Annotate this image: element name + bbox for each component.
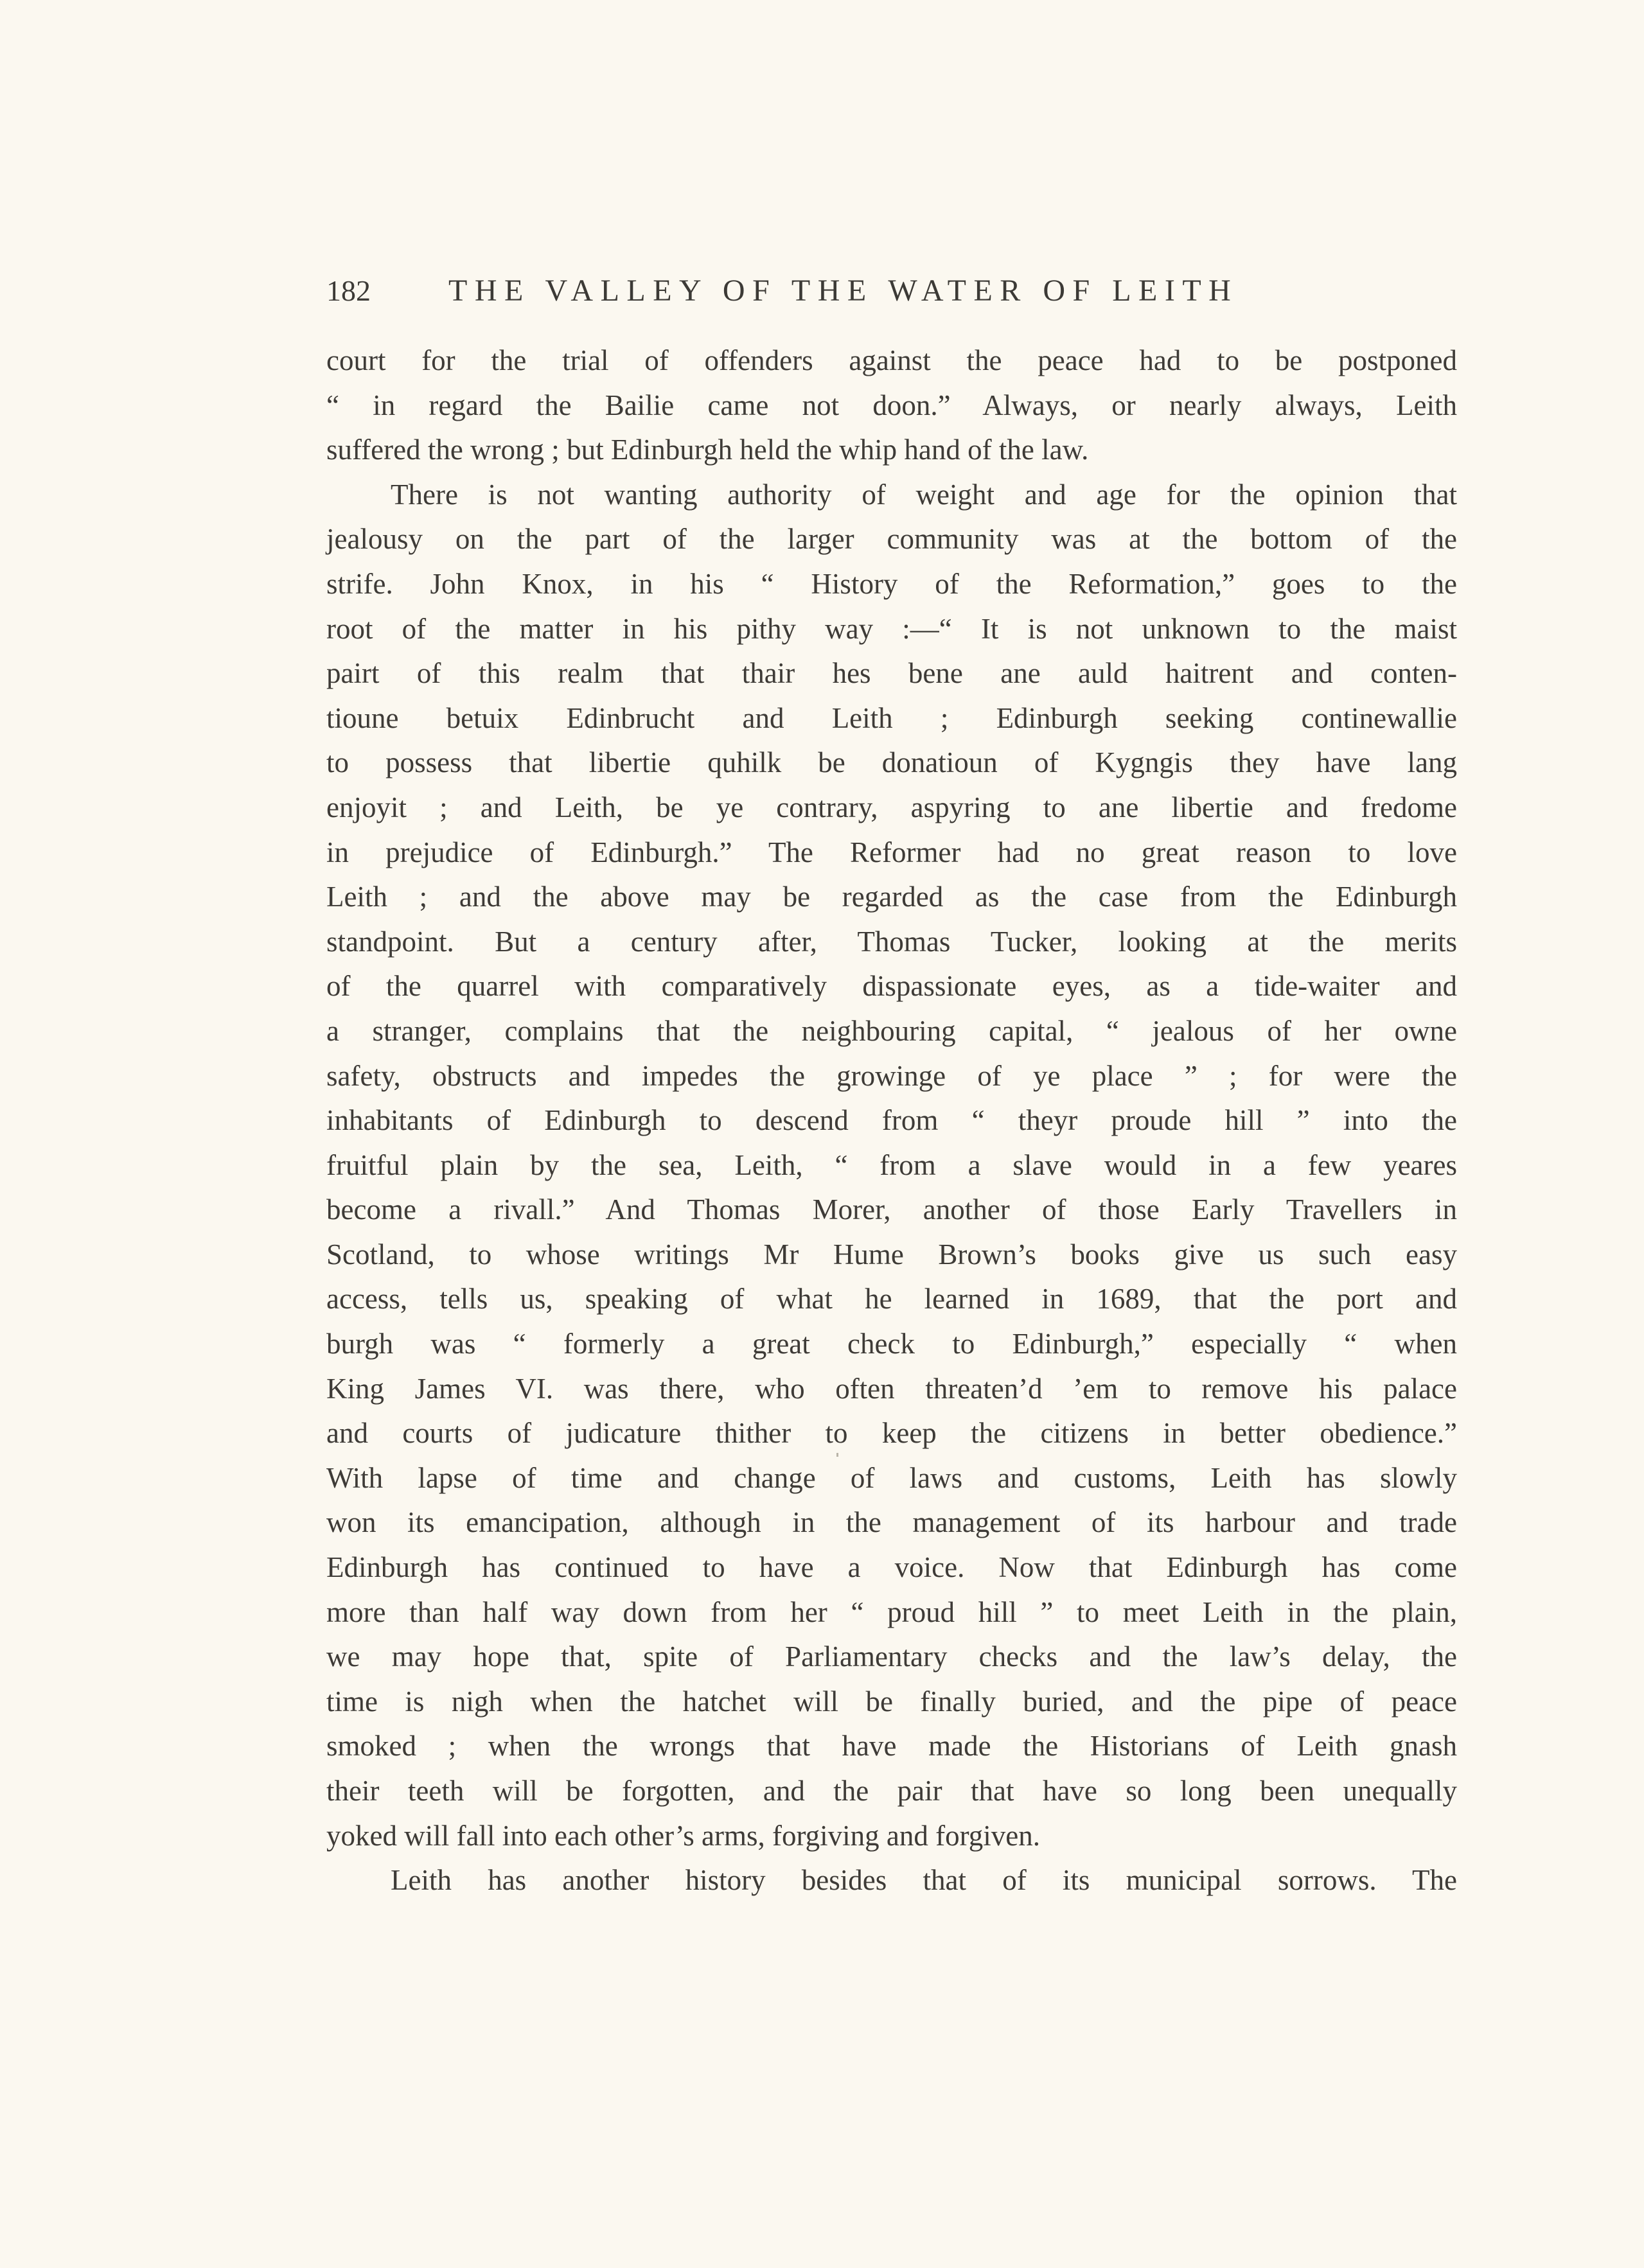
text-line: a stranger, complains that the neighbouring capital, “ jealous of her owne bbox=[326, 1014, 1457, 1047]
text-line: time is nigh when the hatchet will be finally buried, and the pipe of peace bbox=[326, 1685, 1457, 1718]
text-line: Edinburgh has continued to have a voice. Now that Edinburgh has come bbox=[326, 1551, 1457, 1584]
text-line: smoked ; when the wrongs that have made the Historians of Leith gnash bbox=[326, 1730, 1457, 1763]
text-line: enjoyit ; and Leith, be ye contrary, aspyring to ane libertie and fredome bbox=[326, 791, 1457, 823]
book-title: THE VALLEY OF THE WATER OF LEITH bbox=[448, 274, 1239, 308]
scan-speck bbox=[836, 1453, 838, 1457]
text-line: “ in regard the Bailie came not doon.” Always, or nearly always, Leith bbox=[326, 389, 1457, 421]
text-line: King James VI. was there, who often threaten’d ’em to remove his palace bbox=[326, 1372, 1457, 1405]
text-line: court for the trial of offenders against the peace had to be postponed bbox=[326, 344, 1457, 376]
text-line: inhabitants of Edinburgh to descend from “ theyr proude hill ” into the bbox=[326, 1104, 1457, 1137]
text-line: suffered the wrong ; but Edinburgh held the whip hand of the law. bbox=[326, 434, 1089, 466]
text-line: and courts of judicature thither to keep the citizens in better obedience.” bbox=[326, 1417, 1457, 1450]
text-line: we may hope that, spite of Parliamentary checks and the law’s delay, the bbox=[326, 1640, 1457, 1673]
text-line: With lapse of time and change of laws and customs, Leith has slowly bbox=[326, 1461, 1457, 1494]
text-line: to possess that libertie quhilk be donatioun of Kygngis they have lang bbox=[326, 746, 1457, 779]
text-line: standpoint. But a century after, Thomas Tucker, looking at the merits bbox=[326, 925, 1457, 958]
page-number: 182 bbox=[326, 274, 371, 307]
text-line: Leith ; and the above may be regarded as the case from the Edinburgh bbox=[326, 881, 1457, 913]
text-line: There is not wanting authority of weight and age for the opinion that bbox=[391, 478, 1457, 511]
text-line: Scotland, to whose writings Mr Hume Brown’s books give us such easy bbox=[326, 1238, 1457, 1270]
text-line: more than half way down from her “ proud hill ” to meet Leith in the plain, bbox=[326, 1596, 1457, 1628]
text-line: safety, obstructs and impedes the growinge of ye place ” ; for were the bbox=[326, 1059, 1457, 1092]
body-text bbox=[326, 338, 1457, 1903]
text-line: pairt of this realm that thair hes bene ane auld haitrent and conten- bbox=[326, 657, 1457, 690]
text-line: burgh was “ formerly a great check to Edinburgh,” especially “ when bbox=[326, 1328, 1457, 1360]
text-line: tioune betuix Edinbrucht and Leith ; Edinburgh seeking continewallie bbox=[326, 701, 1457, 734]
text-line: yoked will fall into each other’s arms, forgiving and forgiven. bbox=[326, 1819, 1041, 1852]
text-line: fruitful plain by the sea, Leith, “ from a slave would in a few yeares bbox=[326, 1148, 1457, 1181]
text-line: won its emancipation, although in the management of its harbour and trade bbox=[326, 1506, 1457, 1539]
text-line: their teeth will be forgotten, and the pair that have so long been unequally bbox=[326, 1775, 1457, 1807]
text-line: become a rivall.” And Thomas Morer, another of those Early Travellers in bbox=[326, 1193, 1457, 1226]
text-line: root of the matter in his pithy way :—“ It is not unknown to the maist bbox=[326, 612, 1457, 645]
text-line: in prejudice of Edinburgh.” The Reformer had no great reason to love bbox=[326, 836, 1457, 868]
text-line: access, tells us, speaking of what he learned in 1689, that the port and bbox=[326, 1283, 1457, 1315]
text-line: strife. John Knox, in his “ History of the Reformation,” goes to the bbox=[326, 567, 1457, 600]
running-head bbox=[326, 268, 1339, 313]
text-line: Leith has another history besides that of its municipal sorrows. The bbox=[391, 1864, 1457, 1897]
text-line: of the quarrel with comparatively dispassionate eyes, as a tide-waiter and bbox=[326, 970, 1457, 1003]
text-line: jealousy on the part of the larger community was at the bottom of the bbox=[326, 523, 1457, 556]
